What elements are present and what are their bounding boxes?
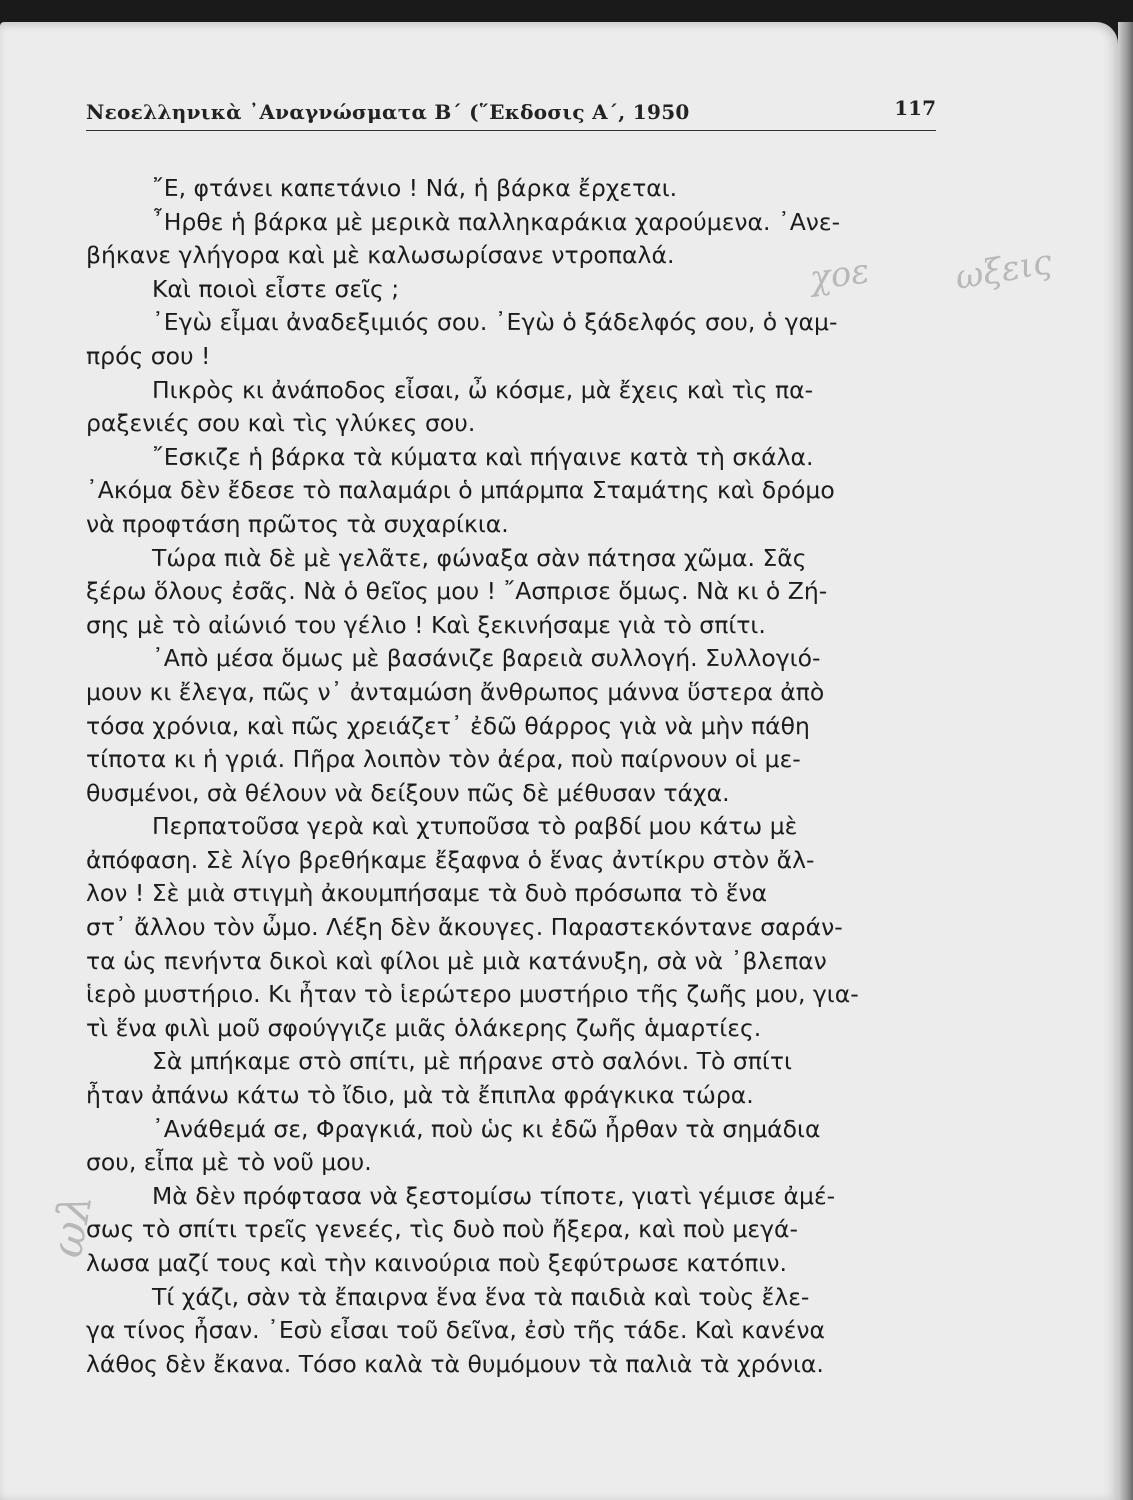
text-line: ἀπόφαση. Σὲ λίγο βρεθήκαμε ἔξαφνα ὁ ἕνας ἀντίκρυ στὸν ἄλ-: [86, 845, 815, 874]
text-line: λωσα μαζί τους καὶ τὴν καινούρια ποὺ ξεφύτρωσε κατόπιν.: [86, 1249, 787, 1277]
text-line: ῎Ε, φτάνει καπετάνιο ! Νά, ἡ βάρκα ἔρχεται.: [152, 174, 678, 202]
text-line: μουν κι ἔλεγα, πῶς ν᾽ ἀνταμώση ἄνθρωπος μάννα ὕστερα ἀπὸ: [86, 677, 825, 706]
text-line: σως τὸ σπίτι τρεῖς γενεές, τὶς δυὸ ποὺ ἤξερα, καὶ ποὺ μεγά-: [86, 1215, 798, 1244]
text-line: ῏Ηρθε ἡ βάρκα μὲ μερικὰ παλληκαράκια χαρούμενα. ᾽Ανε-: [152, 207, 841, 236]
text-line: στ᾽ ἄλλου τὸν ὦμο. Λέξη δὲν ἄκουγες. Παραστεκόντανε σαράν-: [86, 913, 843, 942]
text-line: τίποτα κι ἡ γριά. Πῆρα λοιπὸν τὸν ἀέρα, ποὺ παίρνουν οἱ με-: [86, 745, 801, 774]
running-title: Νεοελληνικὰ ᾽Αναγνώσματα Β΄ (῞Εκδοσις Α΄, 1950: [86, 100, 690, 124]
text-line: βήκανε γλήγορα καὶ μὲ καλωσωρίσανε ντροπαλά.: [86, 241, 675, 270]
handwritten-note: χοε: [807, 251, 872, 299]
text-line: Μὰ δὲν πρόφτασα νὰ ξεστομίσω τίποτε, γιατὶ γέμισε ἀμέ-: [152, 1181, 836, 1210]
text-line: σου, εἶπα μὲ τὸ νοῦ μου.: [86, 1148, 372, 1177]
body-text: [86, 172, 946, 1381]
text-line: ᾽Ακόμα δὲν ἔδεσε τὸ παλαμάρι ὁ μπάρμπα Σταμάτης καὶ δρόμο: [86, 476, 835, 505]
text-line: Τώρα πιὰ δὲ μὲ γελᾶτε, φώναξα σὰν πάτησα χῶμα. Σᾶς: [152, 543, 807, 572]
running-header: [86, 96, 936, 128]
text-line: ᾽Εγὼ εἶμαι ἀναδεξιμιός σου. ᾽Εγὼ ὁ ξάδελφός σου, ὁ γαμ-: [152, 308, 838, 337]
text-line: λάθος δὲν ἔκανα. Τόσο καλὰ τὰ θυμόμουν τὰ παλιὰ τὰ χρόνια.: [86, 1349, 824, 1378]
text-line: ᾽Ανάθεμά σε, Φραγκιά, ποὺ ὡς κι ἐδῶ ἦρθαν τὰ σημάδια: [152, 1114, 821, 1143]
page-number: 117: [894, 96, 936, 120]
text-line: ᾽Απὸ μέσα ὅμως μὲ βασάνιζε βαρειὰ συλλογή. Συλλογιό-: [152, 644, 821, 673]
text-line: Τί χάζι, σὰν τὰ ἔπαιρνα ἕνα ἕνα τὰ παιδιὰ καὶ τοὺς ἔλε-: [152, 1282, 810, 1311]
text-line: Περπατοῦσα γερὰ καὶ χτυποῦσα τὸ ραβδί μου κάτω μὲ: [152, 812, 798, 841]
text-line: ξέρω ὅλους ἐσᾶς. Νὰ ὁ θεῖος μου ! ῎Ασπρισε ὅμως. Νὰ κι ὁ Ζή-: [86, 577, 828, 606]
text-line: τὶ ἕνα φιλὶ μοῦ σφούγγιζε μιᾶς ὁλάκερης ζωῆς ἁμαρτίες.: [86, 1013, 762, 1042]
text-line: Σὰ μπήκαμε στὸ σπίτι, μὲ πήρανε στὸ σαλόνι. Τὸ σπίτι: [152, 1047, 792, 1076]
handwritten-note: ωλ: [41, 1189, 103, 1262]
text-line: ἱερὸ μυστήριο. Κι ἦταν τὸ ἱερώτερο μυστήριο τῆς ζωῆς μου, για-: [86, 980, 859, 1009]
text-line: ραξενιές σου καὶ τὶς γλύκες σου.: [86, 409, 476, 438]
text-line: λον ! Σὲ μιὰ στιγμὴ ἀκουμπήσαμε τὰ δυὸ πρόσωπα τὸ ἕνα: [86, 879, 768, 908]
text-line: σης μὲ τὸ αἰώνιό του γέλιο ! Καὶ ξεκινήσαμε γιὰ τὸ σπίτι.: [86, 610, 766, 639]
text-line: θυσμένοι, σὰ θέλουν νὰ δείξουν πῶς δὲ μέθυσαν τάχα.: [86, 778, 730, 807]
text-line: Καὶ ποιοὶ εἶστε σεῖς ;: [152, 274, 400, 303]
text-line: νὰ προφτάση πρῶτος τὰ συχαρίκια.: [86, 509, 509, 538]
text-line: τόσα χρόνια, καὶ πῶς χρειάζετ᾽ ἐδῶ θάρρος γιὰ νὰ μὴν πάθη: [86, 711, 810, 740]
text-line: ἦταν ἀπάνω κάτω τὸ ἴδιο, μὰ τὰ ἔπιπλα φράγκικα τώρα.: [86, 1081, 754, 1110]
text-line: Πικρὸς κι ἀνάποδος εἶσαι, ὦ κόσμε, μὰ ἔχεις καὶ τὶς πα-: [152, 375, 814, 404]
page-edge: [1118, 22, 1133, 1500]
text-line: τα ὡς πενήντα δικοὶ καὶ φίλοι μὲ μιὰ κατάνυξη, σὰ νὰ ᾽βλεπαν: [86, 946, 827, 975]
text-line: πρός σου !: [86, 341, 211, 370]
text-line: ῎Εσκιζε ἡ βάρκα τὰ κύματα καὶ πήγαινε κατὰ τὴ σκάλα.: [152, 442, 814, 471]
handwritten-note: ωξεις: [952, 241, 1055, 299]
text-line: γα τίνος ἦσαν. ᾽Εσὺ εἶσαι τοῦ δεῖνα, ἐσὺ τῆς τάδε. Καὶ κανένα: [86, 1316, 826, 1345]
header-rule: [86, 130, 936, 131]
